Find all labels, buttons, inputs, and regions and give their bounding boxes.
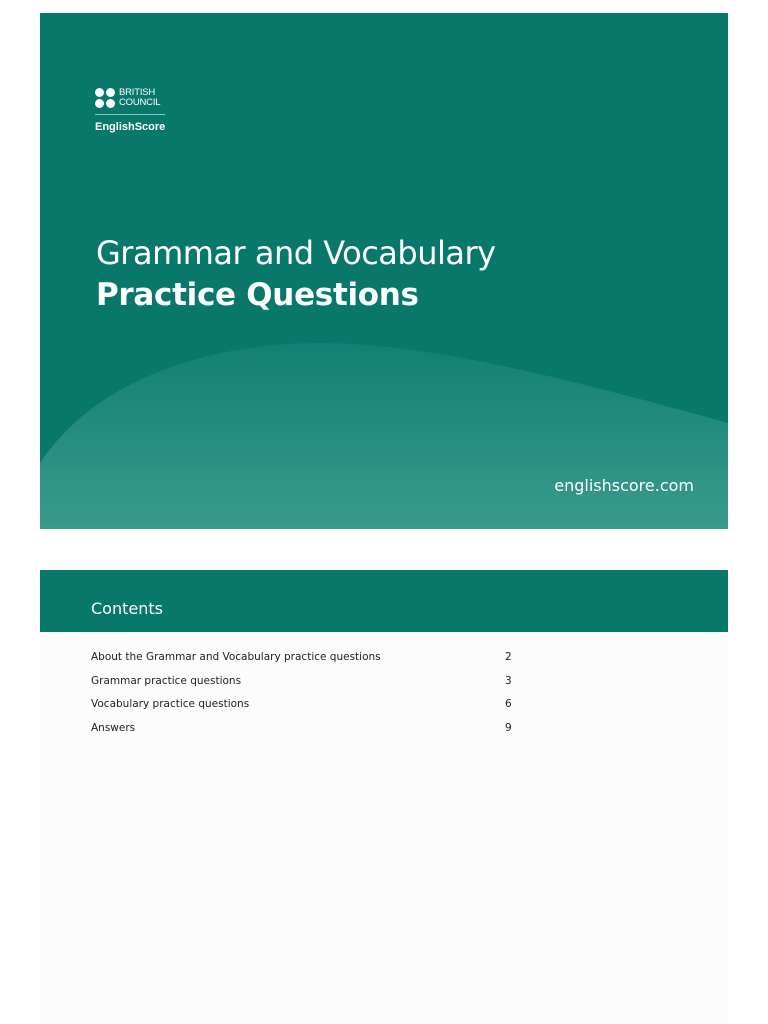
logo-mark [95, 88, 167, 108]
toc-item[interactable] [91, 648, 521, 672]
toc-item-label: About the Grammar and Vocabulary practice questions [91, 651, 381, 663]
cover-subtitle: Practice Questions [96, 277, 419, 313]
toc-item-label: Grammar practice questions [91, 674, 242, 687]
toc-item-label: Vocabulary practice questions [91, 698, 250, 710]
toc-item-page: 2 [505, 651, 512, 663]
table-of-contents [91, 648, 521, 742]
toc-item-page: 9 [505, 721, 512, 734]
cover-title: Grammar and Vocabulary [96, 234, 496, 272]
cover-page [40, 13, 728, 529]
product-name: EnglishScore [95, 121, 166, 133]
logo-dots-icon [95, 88, 115, 108]
logo-line-2: COUNCIL [119, 97, 161, 108]
logo-wordmark [119, 88, 160, 108]
contents-heading: Contents [91, 599, 163, 618]
toc-item-page: 3 [505, 674, 512, 687]
contents-header [40, 570, 728, 632]
toc-item-label: Answers [91, 721, 136, 734]
contents-page [40, 570, 728, 1024]
toc-item-page: 6 [505, 698, 512, 710]
british-council-logo [95, 88, 167, 133]
toc-item[interactable] [91, 672, 521, 696]
logo-divider [95, 114, 165, 115]
logo-line-1: BRITISH [119, 87, 156, 98]
toc-item[interactable] [91, 719, 521, 743]
toc-item[interactable] [91, 695, 521, 719]
website-link[interactable]: englishscore.com [554, 476, 694, 495]
